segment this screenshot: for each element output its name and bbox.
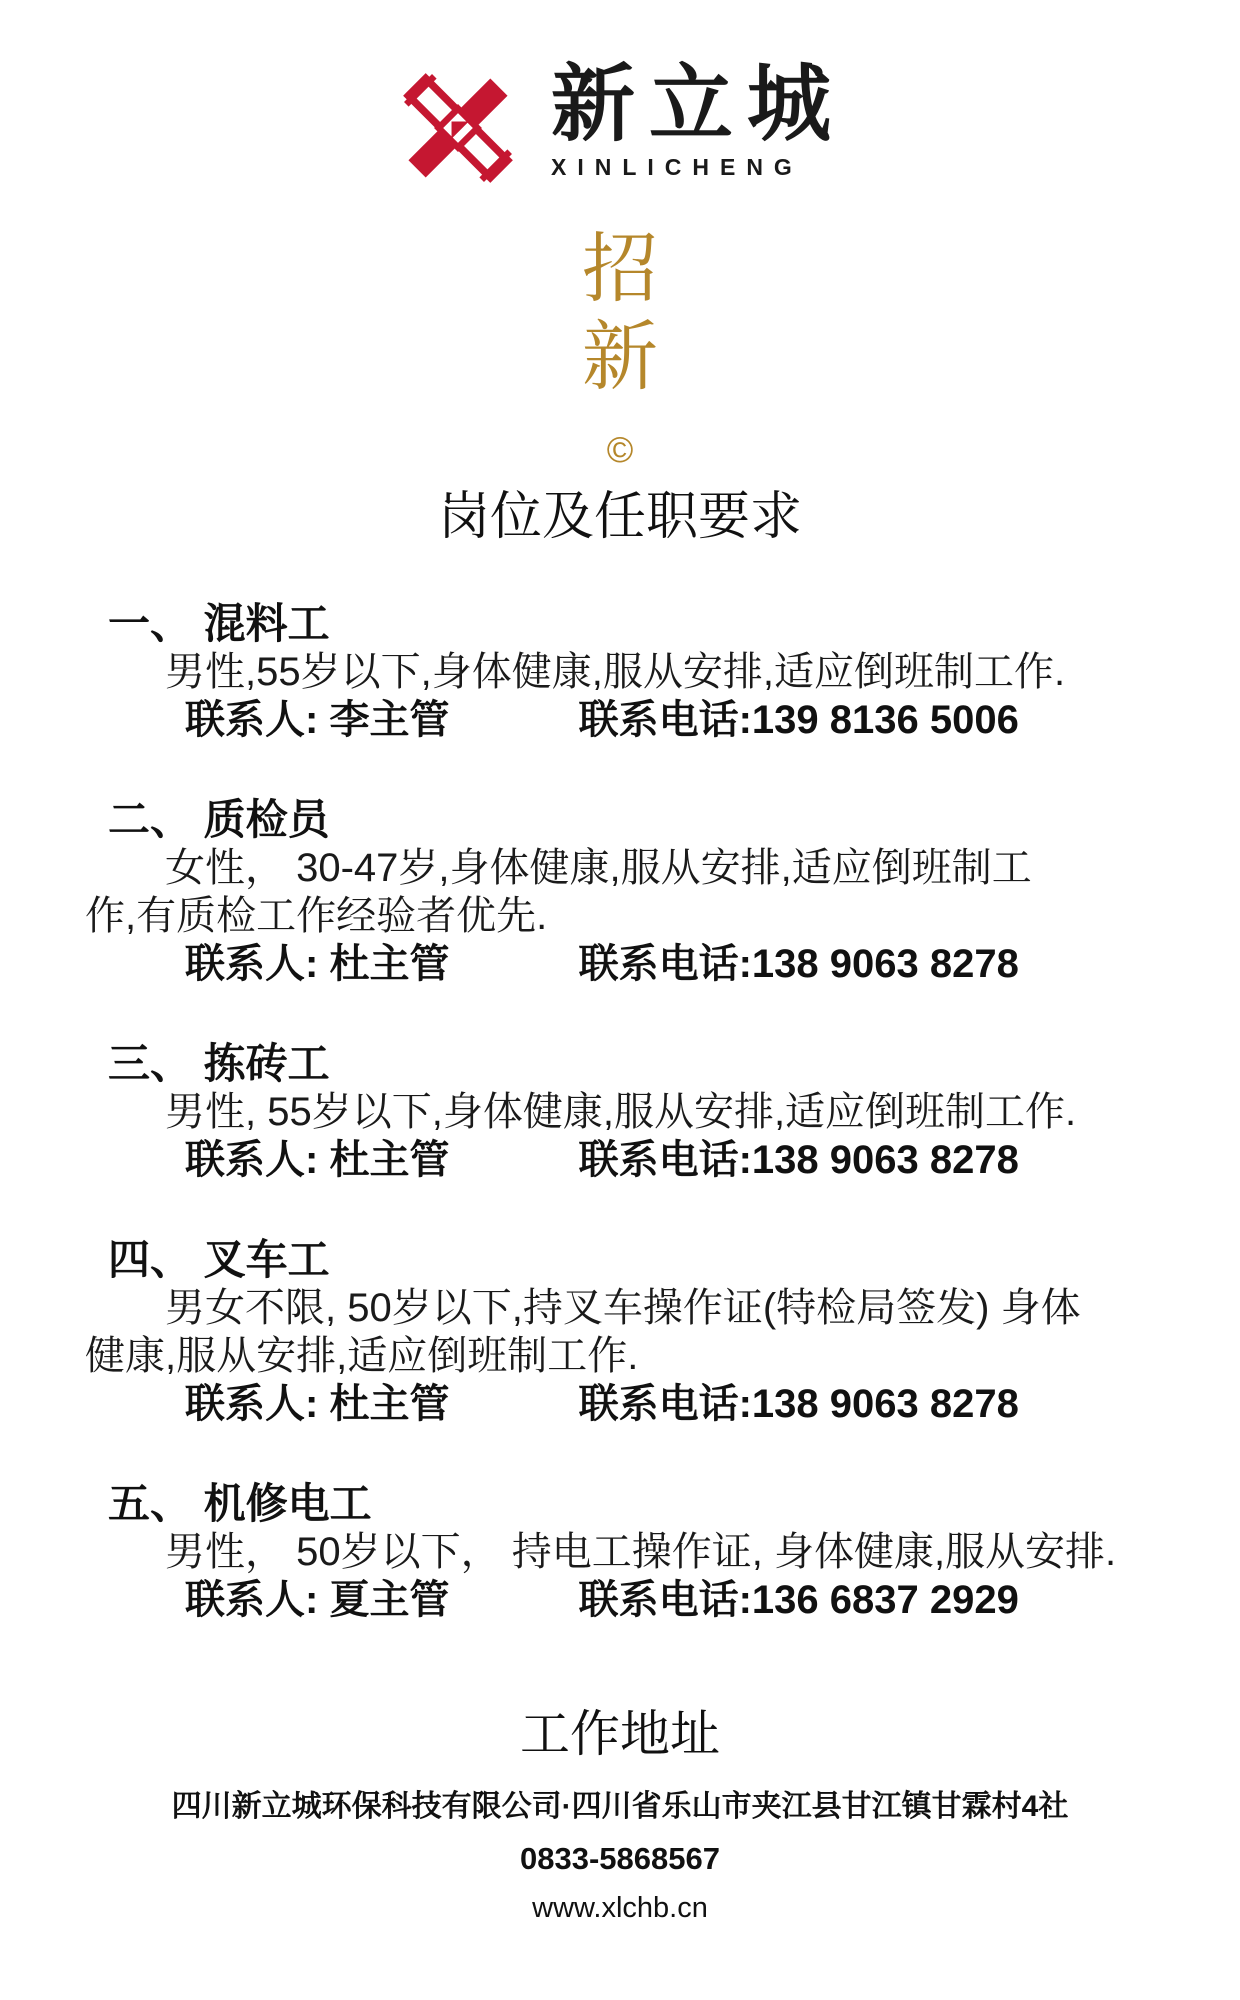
job-description bbox=[85, 1088, 1160, 1136]
job-description-line: 作,有质检工作经验者优先. bbox=[85, 894, 548, 938]
copyright-symbol: © bbox=[606, 429, 634, 470]
job-title: 五、 机修电工 bbox=[108, 1480, 372, 1527]
recruit-char-1: 招 bbox=[582, 227, 658, 312]
job-description-line: 健康,服从安排,适应倒班制工作. bbox=[85, 1334, 639, 1378]
company-website: www.xlchb.cn bbox=[532, 1892, 708, 1924]
job-description-line: 男性， 50岁以下， 持电工操作证, 身体健康,服从安排. bbox=[165, 1530, 1117, 1574]
brand-name-english: XINLICHENG bbox=[550, 154, 803, 180]
contact-label: 联系人: bbox=[185, 698, 319, 742]
contact-name: 李主管 bbox=[329, 698, 450, 742]
job-section-1 bbox=[0, 600, 1240, 744]
contact-label: 联系人: bbox=[185, 1138, 319, 1182]
job-description-line: 男女不限, 50岁以下,持叉车操作证(特检局签发) 身体 bbox=[165, 1286, 1081, 1330]
work-address-section bbox=[0, 1706, 1240, 1926]
company-phone: 0833-5868567 bbox=[520, 1841, 720, 1876]
job-title: 一、 混料工 bbox=[108, 600, 330, 647]
phone-number: 138 9063 8278 bbox=[751, 1382, 1019, 1426]
job-description-line: 男性, 55岁以下,身体健康,服从安排,适应倒班制工作. bbox=[165, 1090, 1077, 1134]
contact-name: 夏主管 bbox=[329, 1578, 450, 1622]
phone-label: 联系电话: bbox=[578, 1138, 752, 1182]
phone-number: 139 8136 5006 bbox=[751, 698, 1019, 742]
job-description bbox=[85, 1284, 1160, 1380]
phone-label: 联系电话: bbox=[578, 1578, 752, 1622]
job-description-line: 男性,55岁以下,身体健康,服从安排,适应倒班制工作. bbox=[165, 650, 1066, 694]
job-contact bbox=[185, 1576, 1240, 1624]
phone-label: 联系电话: bbox=[578, 698, 752, 742]
company-address: 四川新立城环保科技有限公司·四川省乐山市夹江县甘江镇甘霖村4社 bbox=[171, 1790, 1069, 1823]
job-section-4 bbox=[0, 1236, 1240, 1428]
contact-name: 杜主管 bbox=[329, 942, 450, 986]
job-description bbox=[85, 648, 1160, 696]
job-title: 四、 叉车工 bbox=[108, 1236, 330, 1283]
job-contact bbox=[185, 1136, 1240, 1184]
job-description-line: 女性， 30-47岁,身体健康,服从安排,适应倒班制工 bbox=[165, 846, 1032, 890]
job-section-3 bbox=[0, 1040, 1240, 1184]
contact-label: 联系人: bbox=[185, 1578, 319, 1622]
job-contact bbox=[185, 1380, 1240, 1428]
contact-label: 联系人: bbox=[185, 942, 319, 986]
logo bbox=[0, 0, 1240, 184]
recruit-banner bbox=[0, 226, 1240, 402]
brand-name-chinese: 新立城 bbox=[550, 57, 845, 151]
phone-number: 138 9063 8278 bbox=[751, 942, 1019, 986]
job-title: 三、 拣砖工 bbox=[108, 1040, 330, 1087]
contact-name: 杜主管 bbox=[329, 1382, 450, 1426]
contact-name: 杜主管 bbox=[329, 1138, 450, 1182]
phone-number: 138 9063 8278 bbox=[751, 1138, 1019, 1182]
logo-text bbox=[550, 57, 845, 181]
phone-label: 联系电话: bbox=[578, 1382, 752, 1426]
job-contact bbox=[185, 940, 1240, 988]
xinlicheng-logo-icon bbox=[395, 72, 521, 184]
job-section-5 bbox=[0, 1480, 1240, 1624]
work-address-title: 工作地址 bbox=[520, 1706, 720, 1762]
job-description bbox=[85, 844, 1160, 940]
job-contact bbox=[185, 696, 1240, 744]
phone-number: 136 6837 2929 bbox=[751, 1578, 1019, 1622]
phone-label: 联系电话: bbox=[578, 942, 752, 986]
job-list bbox=[0, 600, 1240, 1624]
job-title: 二、 质检员 bbox=[108, 796, 330, 843]
recruit-char-2: 新 bbox=[582, 315, 658, 400]
contact-label: 联系人: bbox=[185, 1382, 319, 1426]
job-section-2 bbox=[0, 796, 1240, 988]
page-title: 岗位及任职要求 bbox=[437, 488, 802, 546]
job-description bbox=[85, 1528, 1160, 1576]
